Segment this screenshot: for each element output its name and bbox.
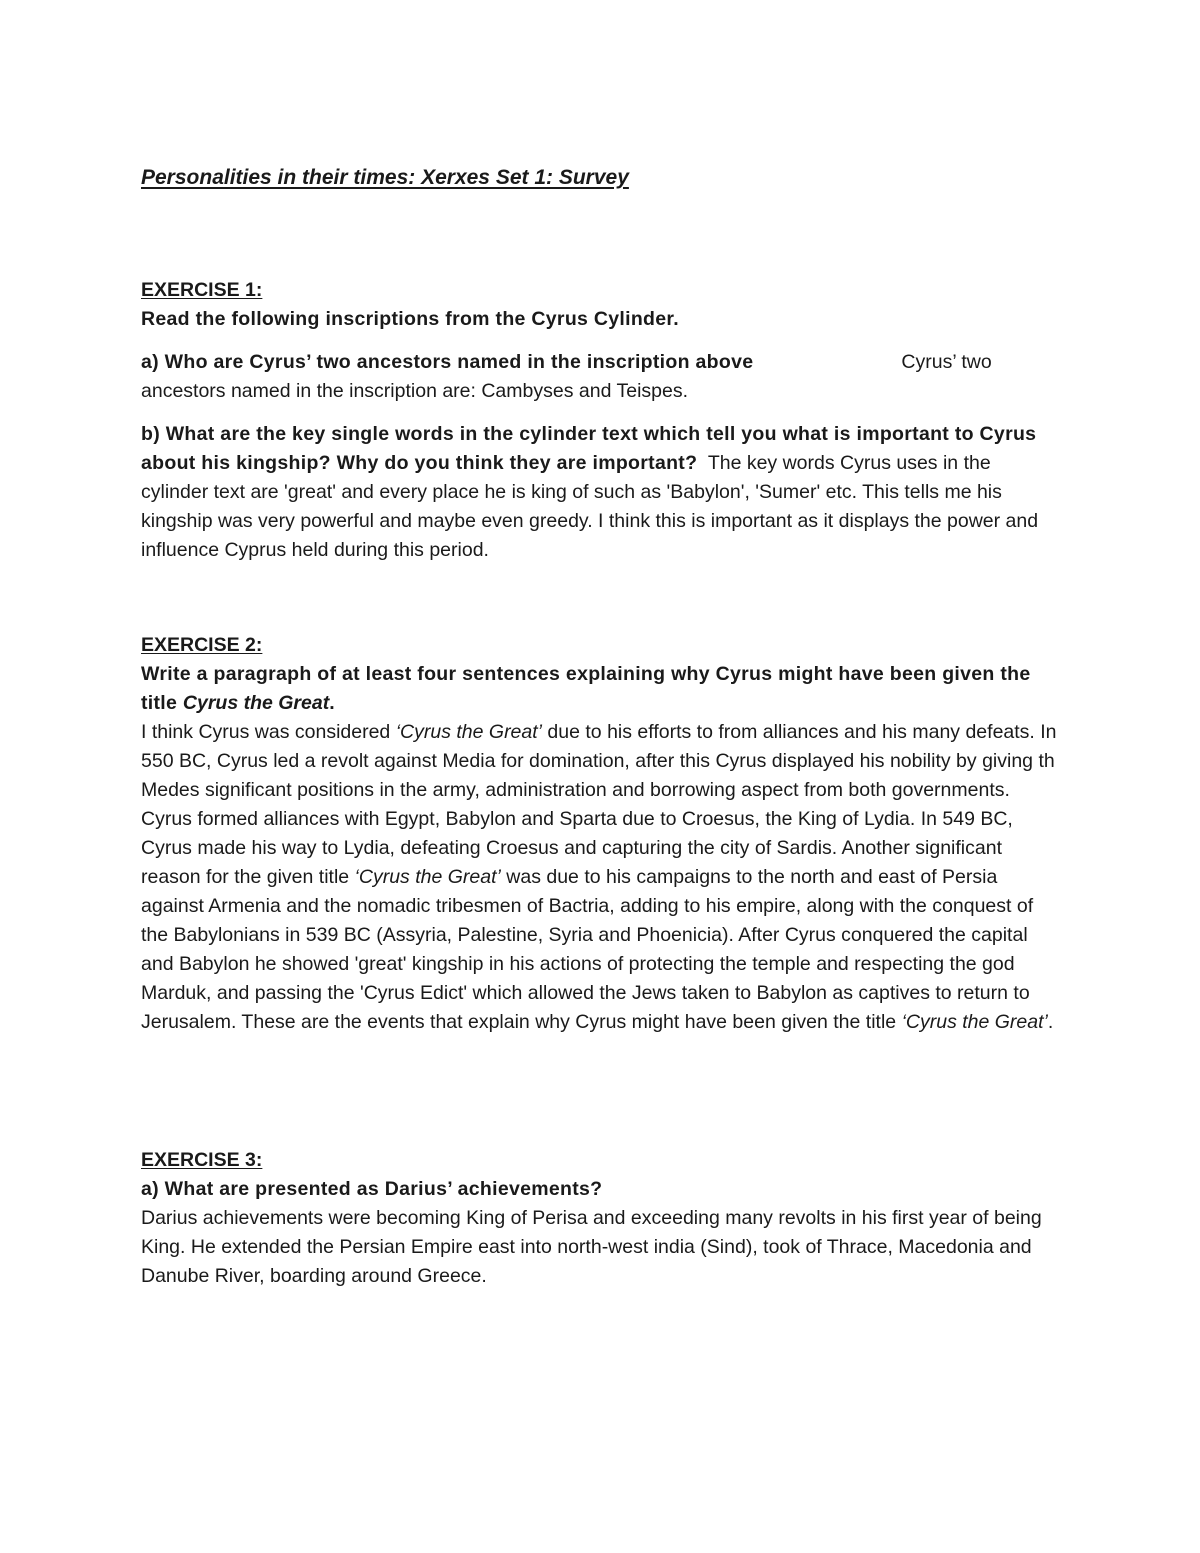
exercise-1-instruction: Read the following inscriptions from the Cyrus Cylinder. — [141, 308, 679, 330]
answer-emphasis-2: ‘Cyrus the Great’ — [354, 866, 501, 888]
exercise-1-question-a — [141, 348, 1061, 406]
instruction-end: . — [329, 692, 335, 714]
instruction-emphasis: Cyrus the Great — [182, 692, 330, 714]
answer-part-1: I think Cyrus was considered — [141, 721, 396, 743]
exercise-1 — [141, 276, 1061, 565]
question-a-answer: Cyrus’ two ancestors named in the inscription are: Cambyses and Teispes. — [141, 351, 992, 402]
exercise-3-heading: EXERCISE 3: — [141, 1149, 263, 1171]
answer-emphasis-3: ‘Cyrus the Great’ — [901, 1011, 1048, 1033]
answer-end: . — [1047, 1011, 1054, 1033]
exercise-2-heading: EXERCISE 2: — [141, 634, 263, 656]
exercise-2-instruction — [141, 660, 1061, 718]
exercise-2 — [141, 631, 1061, 1037]
answer-emphasis-1: ‘Cyrus the Great’ — [395, 721, 543, 743]
answer-part-2: due to his efforts to from alliances and his many defeats. In 550 BC, Cyrus led a revolt against Media for domination, after this Cyrus displayed his nobility by giving th Medes significant positions in the army, administration and borrowing aspect from both governments. Cyrus formed alliances with Egypt, Babylon and Sparta due to Croesus, the King of Lydia. In 549 BC, Cyrus made his way to Lydia, defeating Croesus and capturing the city of Sardis. Another significant reason for the given title — [141, 721, 1057, 888]
instruction-text: Write a paragraph of at least four sentences explaining why Cyrus might have been given the title — [141, 663, 1031, 714]
question-b-answer: The key words Cyrus uses in the cylinder text are 'great' and every place he is king of such as 'Babylon', 'Sumer' etc. This tells me his kingship was very powerful and maybe even greedy. I think this is important as it displays the power and influence Cyprus held during this period. — [141, 452, 1039, 561]
exercise-1-heading: EXERCISE 1: — [141, 279, 263, 301]
exercise-2-answer — [141, 718, 1061, 1037]
exercise-3-answer: Darius achievements were becoming King of Perisa and exceeding many revolts in his first year of being King. He extended the Persian Empire east into north-west india (Sind), took of Thrace, Macedonia and Danube River, boarding around Greece. — [141, 1207, 1042, 1287]
answer-part-3: was due to his campaigns to the north and east of Persia against Armenia and the nomadic tribesmen of Bactria, adding to his empire, along with the conquest of the Babylonians in 539 BC (Assyria, Palestine, Syria and Phoenicia). After Cyrus conquered the capital and Babylon he showed 'great' kingship in his actions of protecting the temple and respecting the god Marduk, and passing the 'Cyrus Edict' which allowed the Jews taken to Babylon as captives to return to Jerusalem. These are the events that explain why Cyrus might have been given the title — [141, 866, 1034, 1033]
exercise-3-question-a: a) What are presented as Darius’ achievements? — [141, 1178, 603, 1200]
exercise-3 — [141, 1146, 1061, 1291]
question-b-text: b) What are the key single words in the cylinder text which tell you what is important to Cyrus about his kingship? Why do you think they are important? — [141, 423, 1037, 474]
exercise-1-question-b — [141, 420, 1061, 565]
document-title: Personalities in their times: Xerxes Set 1: Survey — [141, 166, 629, 189]
question-a-text: a) Who are Cyrus’ two ancestors named in the inscription above — [141, 351, 754, 373]
